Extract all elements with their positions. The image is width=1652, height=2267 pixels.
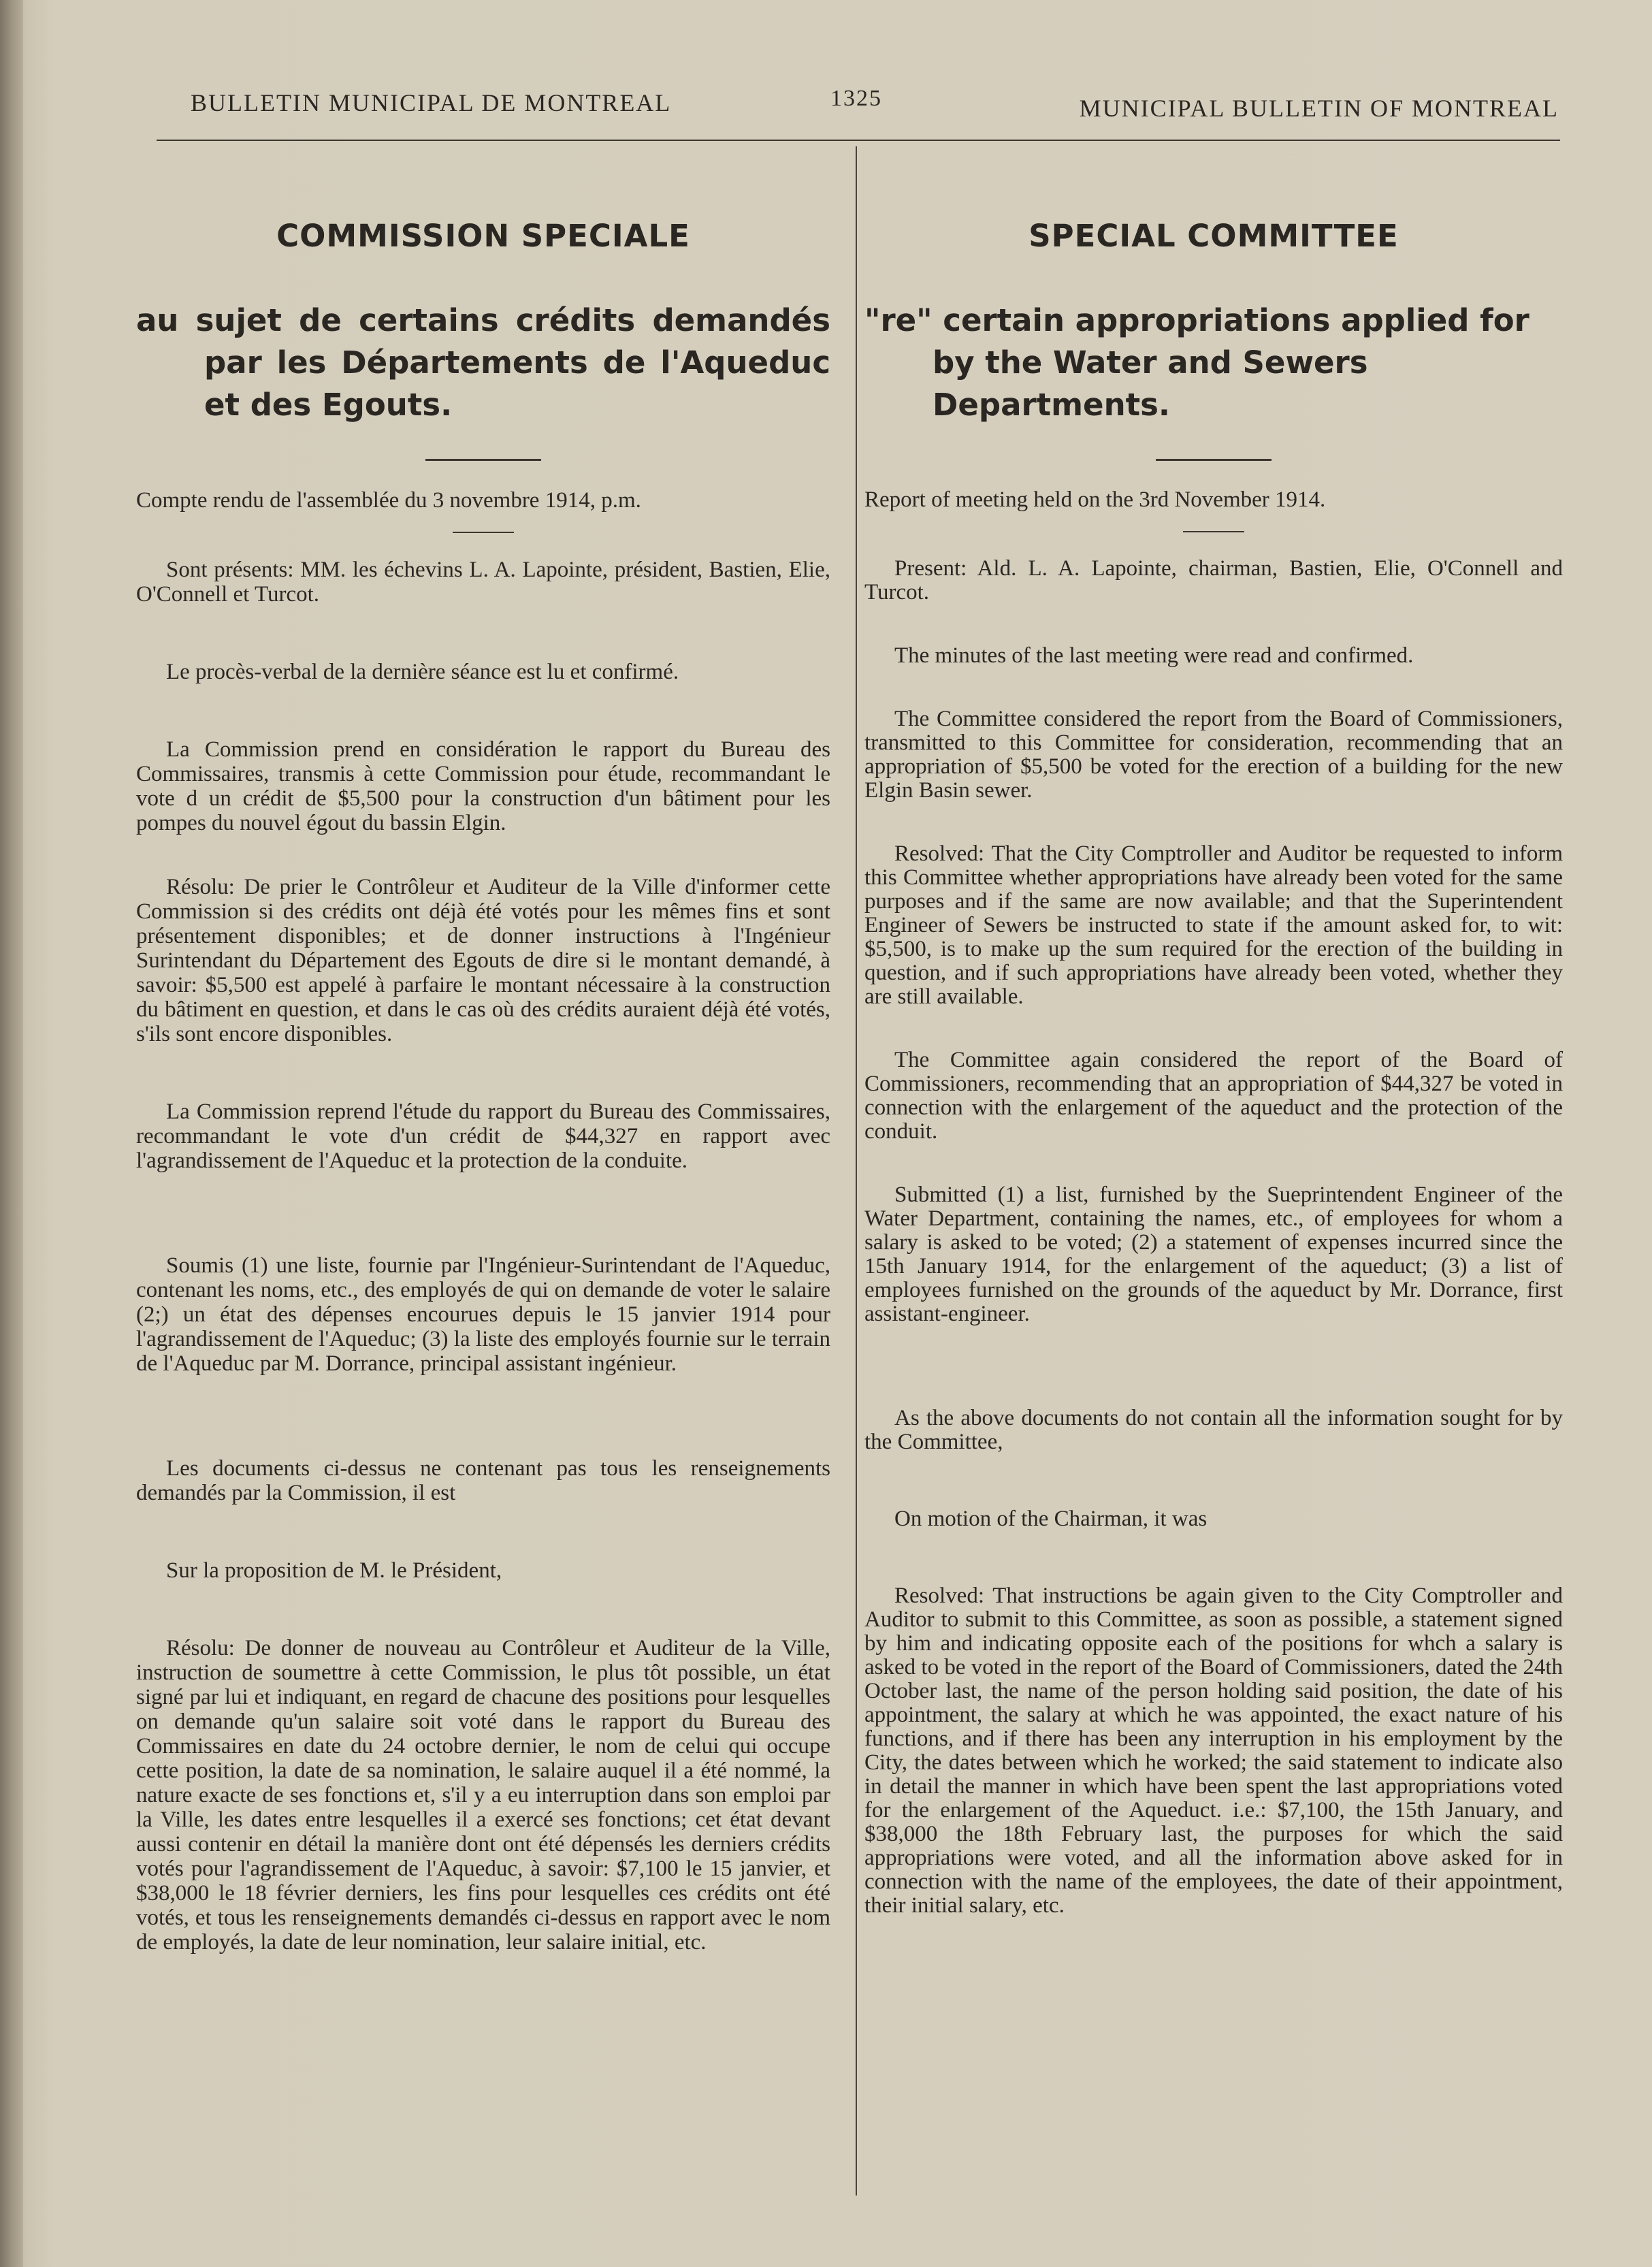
english-subject: "re" certain appropriations applied for by the Water and Sewers Departments. — [864, 302, 1529, 423]
english-report-rule — [1183, 531, 1244, 532]
french-paragraph-6: Sur la proposition de M. le Président, — [166, 1558, 502, 1583]
header-right-title: MUNICIPAL BULLETIN OF MONTREAL — [1079, 95, 1559, 122]
french-report-rule — [453, 532, 514, 533]
english-paragraph-5: As the above documents do not contain all the information sought for by the Committee, — [864, 1406, 1563, 1454]
page-number: 1325 — [830, 86, 882, 111]
header-rule — [157, 140, 1560, 141]
french-present: Sont présents: MM. les échevins L. A. Lapointe, président, Bastien, Elie, O'Connell et Turcot. — [136, 558, 830, 607]
french-paragraph-3: La Commission reprend l'étude du rapport du Bureau des Commissaires, recommandant le vote d'un crédit de $44,327 en rapport avec l'agrandissement de l'Aqueduc et la protection de la conduite. — [136, 1099, 830, 1173]
binding-edge — [0, 0, 23, 2267]
header-left-title: BULLETIN MUNICIPAL DE MONTREAL — [191, 89, 672, 116]
english-paragraph-4: Submitted (1) a list, furnished by the Sueprintendent Engineer of the Water Department, containing the names, etc., of employees for whom a salary is asked to be voted; (2) a statement of expenses incurred since the 15th January 1914, for the enlargement of the aqueduct; (3) a list of employees furnished on the grounds of the aqueduct by Mr. Dorrance, first assistant-engineer. — [864, 1183, 1563, 1326]
column-divider — [856, 146, 857, 2196]
english-paragraph-6: On motion of the Chairman, it was — [894, 1507, 1208, 1531]
french-paragraph-4: Soumis (1) une liste, fournie par l'Ingénieur-Surintendant de l'Aqueduc, contenant les noms, etc., des employés de qui on demande de voter le salaire (2;) un état des dépenses encourues depuis le 15 janvier 1914 pour l'agrandissement de l'Aqueduc; (3) la liste des employés fournie sur le terrain de l'Aqueduc par M. Dorrance, principal assistant ingénieur. — [136, 1253, 830, 1376]
french-paragraph-2: Résolu: De prier le Contrôleur et Auditeur de la Ville d'informer cette Commission si des crédits ont déjà été votés pour les mêmes fins et sont présentement disponibles; et de donner instructions à l'Ingénieur Surintendant du Département des Egouts de dire si le montant demandé, à savoir: $5,500 est appelé à parfaire le montant nécessaire à la construction du bâtiment en question, et dans le cas où des crédits auraient déjà été votés, s'ils sont encore disponibles. — [136, 875, 830, 1046]
english-paragraph-1: The Committee considered the report from the Board of Commissioners, transmitted to this Committee for consideration, recommending that an appropriation of $5,500 be voted for the erection of a building for the new Elgin Basin sewer. — [864, 707, 1563, 803]
french-paragraph-7: Résolu: De donner de nouveau au Contrôleur et Auditeur de la Ville, instruction de soumettre à cette Commission, le plus tôt possible, un état signé par lui et indiquant, en regard de chacune des positions pour lesquelles on demande qu'un salaire soit voté dans le rapport du Bureau des Commissaires en date du 24 octobre dernier, le nom de celui qui occupe cette position, la date de sa nomination, le salaire auquel il a été nommé, la nature exacte de ses fonctions et, s'il y a eu interruption dans son emploi par la Ville, les dates entre lesquelles il a exercé ses fonctions; cet état devant aussi contenir en détail la manière dont ont été dépensés les derniers crédits votés pour l'agrandissement de l'Aqueduc, à savoir: $7,100 le 15 janvier, et $38,000 le 18 février derniers, les fins pour lesquelles ces crédits ont été votés, et tous les renseignements demandés ci-dessus en rapport avec le nom de employés, la date de leur nomination, leur salaire initial, etc. — [136, 1636, 830, 1955]
english-column — [864, 204, 1563, 1918]
english-present: Present: Ald. L. A. Lapointe, chairman, Bastien, Elie, O'Connell and Turcot. — [864, 556, 1563, 605]
english-paragraph-3: The Committee again considered the report of the Board of Commissioners, recommending that an appropriation of $44,327 be voted in connection with the enlargement of the aqueduct and the protection of the conduit. — [864, 1048, 1563, 1144]
french-section-title: COMMISSION SPECIALE — [276, 218, 690, 254]
french-minutes: Le procès-verbal de la dernière séance est lu et confirmé. — [166, 660, 679, 684]
english-paragraph-2: Resolved: That the City Comptroller and Auditor be requested to inform this Committee whether appropriations have already been voted for the same purposes and if the same are now available; and that the Superintendent Engineer of Sewers be instructed to state if the amount asked for, to wit: $5,500, is to make up the sum required for the erection of the building in question, and if such appropriations have already been voted, whether they are still available. — [864, 841, 1563, 1009]
english-section-title: SPECIAL COMMITTEE — [1029, 218, 1399, 254]
french-paragraph-5: Les documents ci-dessus ne contenant pas tous les renseignements demandés par la Commission, il est — [136, 1456, 830, 1505]
english-paragraph-7: Resolved: That instructions be again given to the City Comptroller and Auditor to submit to this Committee, as soon as possible, a statement signed by him and indicating opposite each of the positions for whch a salary is asked to be voted in the report of the Board of Commissioners, dated the 24th October last, the name of the person holding said position, the date of his appointment, the salary at which he was appointed, the exact nature of his functions, and if there has been any interruption in his employment by the City, the dates between which he worked; the said statement to indicate also in detail the manner in which have been spent the last appropriations voted for the enlargement of the Aqueduct. i.e.: $7,100, the 15th January, and $38,000 the 18th February last, the purposes for which the said appropriations were voted, and all the information above asked for in connection with the name of the employees, the date of their appointment, their initial salary, etc. — [864, 1583, 1563, 1918]
running-head — [157, 86, 1559, 129]
english-title-rule — [1156, 459, 1272, 461]
french-title-rule — [425, 459, 541, 461]
french-column — [136, 204, 830, 1955]
french-subject: au sujet de certains crédits demandés par les Départements de l'Aqueduc et des Egouts. — [136, 302, 830, 423]
english-minutes: The minutes of the last meeting were read and confirmed. — [894, 643, 1414, 668]
french-report-line: Compte rendu de l'assemblée du 3 novembre 1914, p.m. — [136, 488, 641, 513]
french-paragraph-1: La Commission prend en considération le rapport du Bureau des Commissaires, transmis à cette Commission pour étude, recommandant le vote d un crédit de $5,500 pour la construction d'un bâtiment pour les pompes du nouvel égout du bassin Elgin. — [136, 737, 830, 835]
english-report-line: Report of meeting held on the 3rd November 1914. — [864, 487, 1326, 512]
